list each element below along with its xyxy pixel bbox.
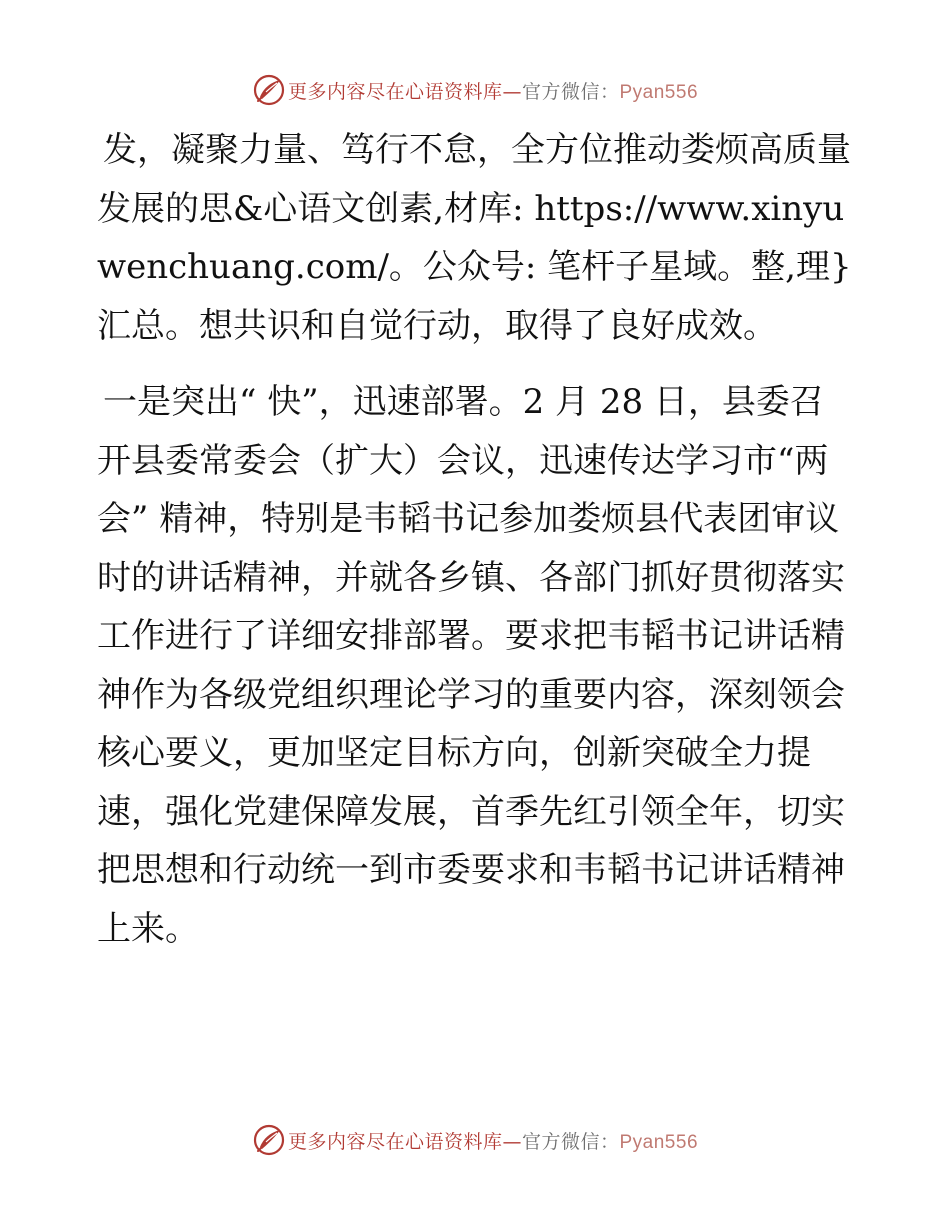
watermark-site-text: 更多内容尽在心语资料库 (287, 80, 503, 103)
watermark-text (288, 1127, 698, 1154)
watermark-separator: — (502, 80, 522, 103)
pen-logo-icon (252, 73, 286, 107)
paragraph-1: 发，凝聚力量、笃行不怠，全方位推动娄烦高质量发展的思&心语文创素,材库: https://www.xinyuwenchuang.com/。公众号: 笔杆子星域。整,理}汇总。想共识和自觉行动，取得了良好成效。 (97, 130, 852, 346)
footer-watermark (0, 1120, 950, 1160)
header-watermark (0, 70, 950, 110)
watermark-wechat-label: 官方微信： (521, 80, 620, 103)
watermark-separator: — (502, 1130, 522, 1153)
watermark-text (288, 77, 698, 104)
watermark-wechat-label: 官方微信： (521, 1130, 620, 1153)
watermark-site-text: 更多内容尽在心语资料库 (287, 1130, 503, 1153)
watermark-wechat-id: Pyan556 (619, 81, 699, 103)
paragraph-2: 一是突出“ 快”，迅速部署。2 月 28 日，县委召开县委常委会（扩大）会议，迅速传达学习市“两会” 精神，特别是韦韬书记参加娄烦县代表团审议时的讲话精神，并就各乡镇、各部门抓好贯彻落实工作进行了详细安排部署。要求把韦韬书记讲话精神作为各级党组织理论学习的重要内容，深刻领会核心要义，更加坚定目标方向，创新突破全力提速，强化党建保障发展，首季先红引领全年，切实把思想和行动统一到市委要求和韦韬书记讲话精神上来。 (97, 382, 845, 949)
pen-logo-icon (252, 1123, 286, 1157)
document-body (97, 121, 857, 958)
watermark-wechat-id: Pyan556 (619, 1131, 699, 1153)
